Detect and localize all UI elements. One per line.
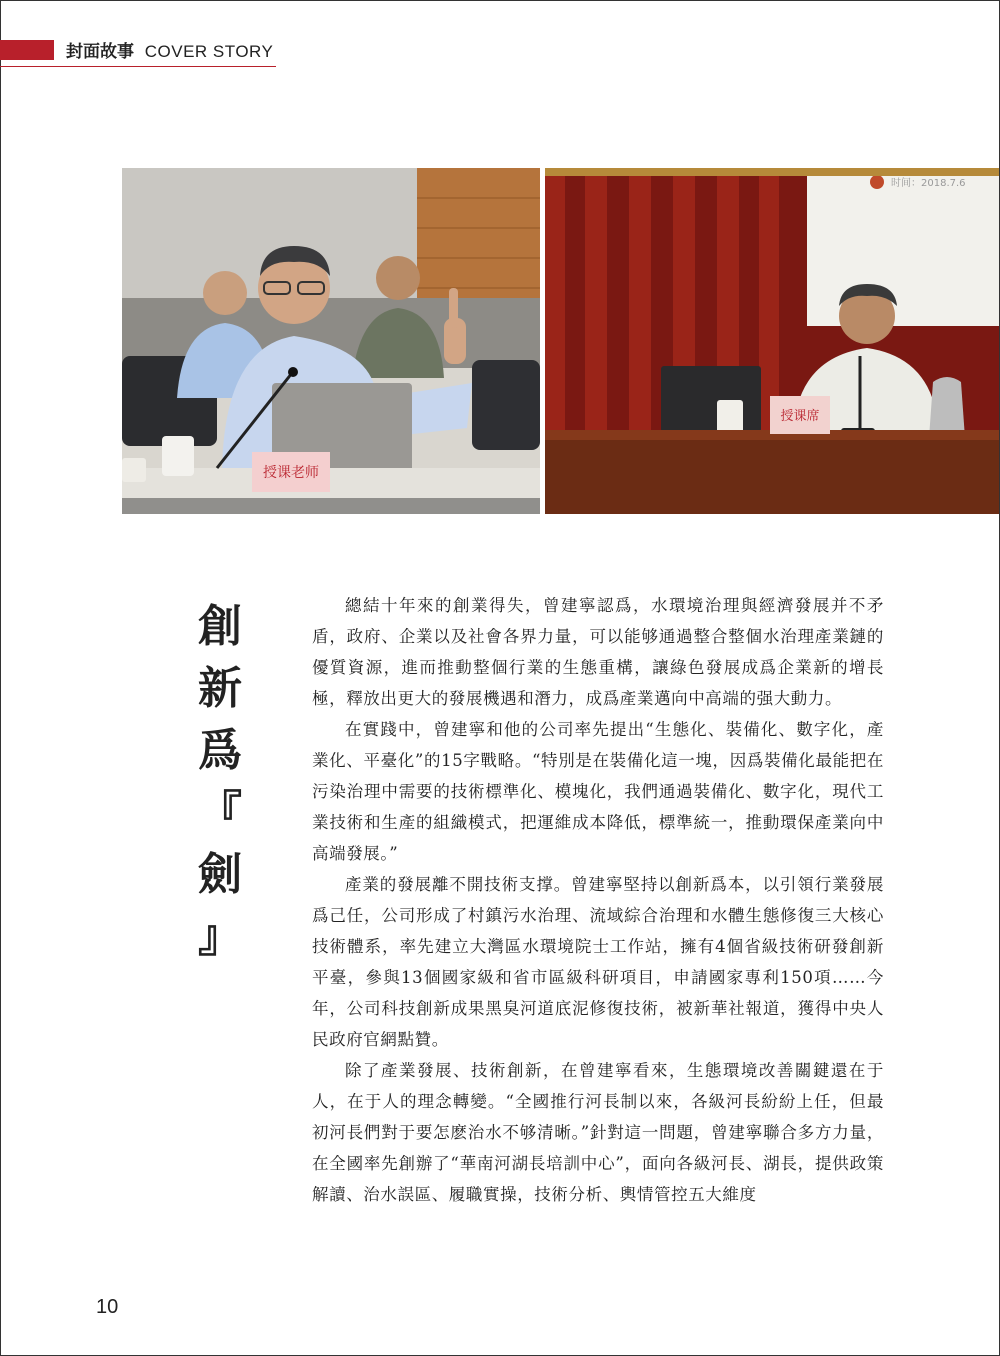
title-char: 劍 [198,849,242,900]
photo-lecturer-stage-illustration [545,168,999,514]
title-char: 『 [198,787,242,838]
page-number: 10 [96,1296,119,1318]
article-paragraph: 總結十年來的創業得失，曾建寧認爲，水環境治理與經濟發展并不矛盾，政府、企業以及社會各界力量，可以能够通過整合整個水治理產業鏈的優質資源，進而推動整個行業的生態重構，讓綠色發展成爲企業新的增長極，釋放出更大的發展機遇和潛力，成爲產業邁向中高端的强大動力。 [312,596,884,708]
section-title-cn: 封面故事 [66,42,134,61]
stage-placard: 授课席 [780,409,820,424]
photo-lecturer-meeting-illustration [122,168,540,514]
title-char: 爲 [198,725,242,776]
title-char: 創 [198,601,242,652]
photo-lecturer-meeting [122,168,540,514]
title-char: 新 [198,663,242,714]
article-paragraph: 除了產業發展、技術創新，在曾建寧看來，生態環境改善關鍵還在于人，在于人的理念轉變。“全國推行河長制以來，各級河長紛紛上任，但最初河長們對于要怎麽治水不够清晰。”針對這一問題，曾建寧聯合多方力量，在全國率先創辦了“華南河湖長培訓中心”，面向各級河長、湖長，提供政策解讀、治水誤區、履職實操，技術分析、輿情管控五大維度 [312,1061,884,1204]
lecturer-placard: 授课老师 [263,465,319,481]
article-paragraph: 產業的發展離不開技術支撑。曾建寧堅持以創新爲本，以引領行業發展爲己任，公司形成了村鎮污水治理、流域綜合治理和水體生態修復三大核心技術體系，率先建立大灣區水環境院士工作站，擁有4個省級技術研發創新平臺，參與13個國家級和省市區級科研項目，申請國家專利150項……今年，公司科技創新成果黑臭河道底泥修復技術，被新華社報道，獲得中央人民政府官網點贊。 [312,875,884,1049]
article-body [312,590,884,1210]
section-marker-bar [0,40,54,60]
section-title-en: COVER STORY [144,42,274,61]
section-header [66,40,273,64]
photo-lecturer-stage [545,168,999,514]
header-rule [0,66,276,67]
vertical-title [190,596,250,968]
screen-date-label: 时间：2018.7.6 [891,178,966,189]
article-paragraph: 在實踐中，曾建寧和他的公司率先提出“生態化、裝備化、數字化，產業化、平臺化”的15字戰略。“特別是在裝備化這一塊，因爲裝備化最能把在污染治理中需要的技術標準化、模塊化，我們通過裝備化、數字化，現代工業技術和生產的組織模式，把運維成本降低，標準統一，推動環保產業向中高端發展。” [312,720,884,863]
title-char: 』 [198,911,242,962]
